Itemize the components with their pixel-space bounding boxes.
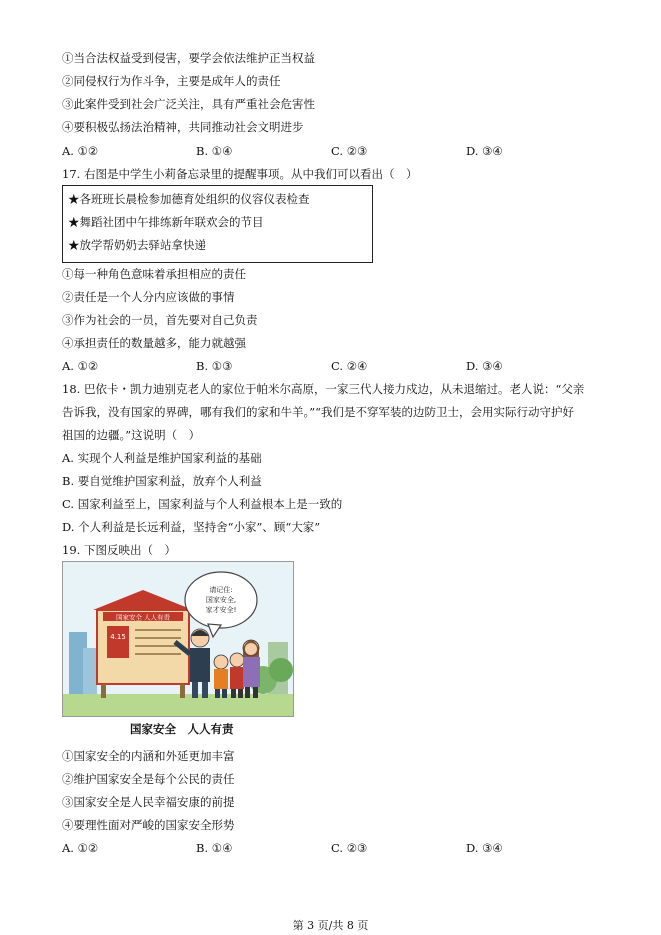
memo-item-2: ★舞蹈社团中午排练新年联欢会的节目	[68, 215, 264, 229]
q19-item-1: ①国家安全的内涵和外延更加丰富	[62, 749, 235, 763]
q19-option-a: A. ①②	[62, 841, 99, 855]
q19-item-3: ③国家安全是人民幸福安康的前提	[62, 795, 235, 809]
q17-option-b: B. ①③	[196, 359, 233, 373]
q17-option-d: D. ③④	[466, 359, 503, 373]
page-footer: 第 3 页/共 8 页	[292, 919, 369, 932]
board-title: 国家安全 人人有责	[115, 613, 171, 622]
q17-option-c: C. ②④	[331, 359, 368, 373]
q18-stem-line-3: 祖国的边疆。”这说明（ ）	[62, 428, 201, 442]
q19-item-4: ④要理性面对严峻的国家安全形势	[62, 818, 235, 832]
q17-option-a: A. ①②	[62, 359, 99, 373]
q19-item-2: ②维护国家安全是每个公民的责任	[62, 772, 235, 786]
q16-item-3: ③此案件受到社会广泛关注，具有严重社会危害性	[62, 97, 315, 111]
q19-option-b: B. ①④	[196, 841, 233, 855]
cartoon-illustration	[63, 562, 294, 717]
q16-option-d: D. ③④	[466, 144, 503, 158]
q18-choice-b: B. 要自觉维护国家利益，放弃个人利益	[62, 474, 262, 488]
q17-item-3: ③作为社会的一员，首先要对自己负责	[62, 313, 258, 327]
national-security-cartoon	[62, 561, 294, 717]
q16-option-c: C. ②③	[331, 144, 368, 158]
q17-item-2: ②责任是一个人分内应该做的事情	[62, 290, 235, 304]
memo-box	[62, 185, 373, 263]
q17-item-1: ①每一种角色意味着承担相应的责任	[62, 267, 246, 281]
memo-item-1: ★各班班长晨检参加德育处组织的仪容仪表检查	[68, 192, 310, 206]
bubble-line-1: 请记住:	[209, 586, 233, 594]
q18-stem-line-1: 18. 巴依卡・凯力迪别克老人的家位于帕米尔高原，一家三代人接力戍边，从未退缩过。老人说：“父亲	[62, 382, 585, 396]
q19-option-d: D. ③④	[466, 841, 503, 855]
bubble-line-3: 家才安全!	[205, 606, 237, 614]
q18-choice-c: C. 国家利益至上，国家利益与个人利益根本上是一致的	[62, 497, 343, 511]
q17-stem: 17. 右图是中学生小莉备忘录里的提醒事项。从中我们可以看出（ ）	[62, 167, 418, 181]
q16-option-a: A. ①②	[62, 144, 99, 158]
q18-stem-line-2: 告诉我，没有国家的界碑，哪有我们的家和牛羊。”“我们是不穿军装的边防卫士，会用实际行动守护好	[62, 405, 575, 419]
q16-option-b: B. ①④	[196, 144, 233, 158]
badge-text: 4.15	[110, 633, 126, 641]
q18-choice-a: A. 实现个人利益是维护国家利益的基础	[62, 451, 262, 465]
q19-stem: 19. 下图反映出（ ）	[62, 543, 176, 557]
cartoon-caption: 国家安全 人人有责	[130, 722, 234, 736]
q19-option-c: C. ②③	[331, 841, 368, 855]
q17-item-4: ④承担责任的数量越多，能力就越强	[62, 336, 246, 350]
q16-item-1: ①当合法权益受到侵害，要学会依法维护正当权益	[62, 51, 315, 65]
q18-choice-d: D. 个人利益是长远利益，坚持舍“小家”、顾“大家”	[62, 520, 321, 534]
q16-item-4: ④要积极弘扬法治精神，共同推动社会文明进步	[62, 120, 304, 134]
bubble-line-2: 国家安全,	[205, 596, 237, 604]
q16-item-2: ②同侵权行为作斗争，主要是成年人的责任	[62, 74, 281, 88]
memo-item-3: ★放学帮奶奶去驿站拿快递	[68, 238, 206, 252]
